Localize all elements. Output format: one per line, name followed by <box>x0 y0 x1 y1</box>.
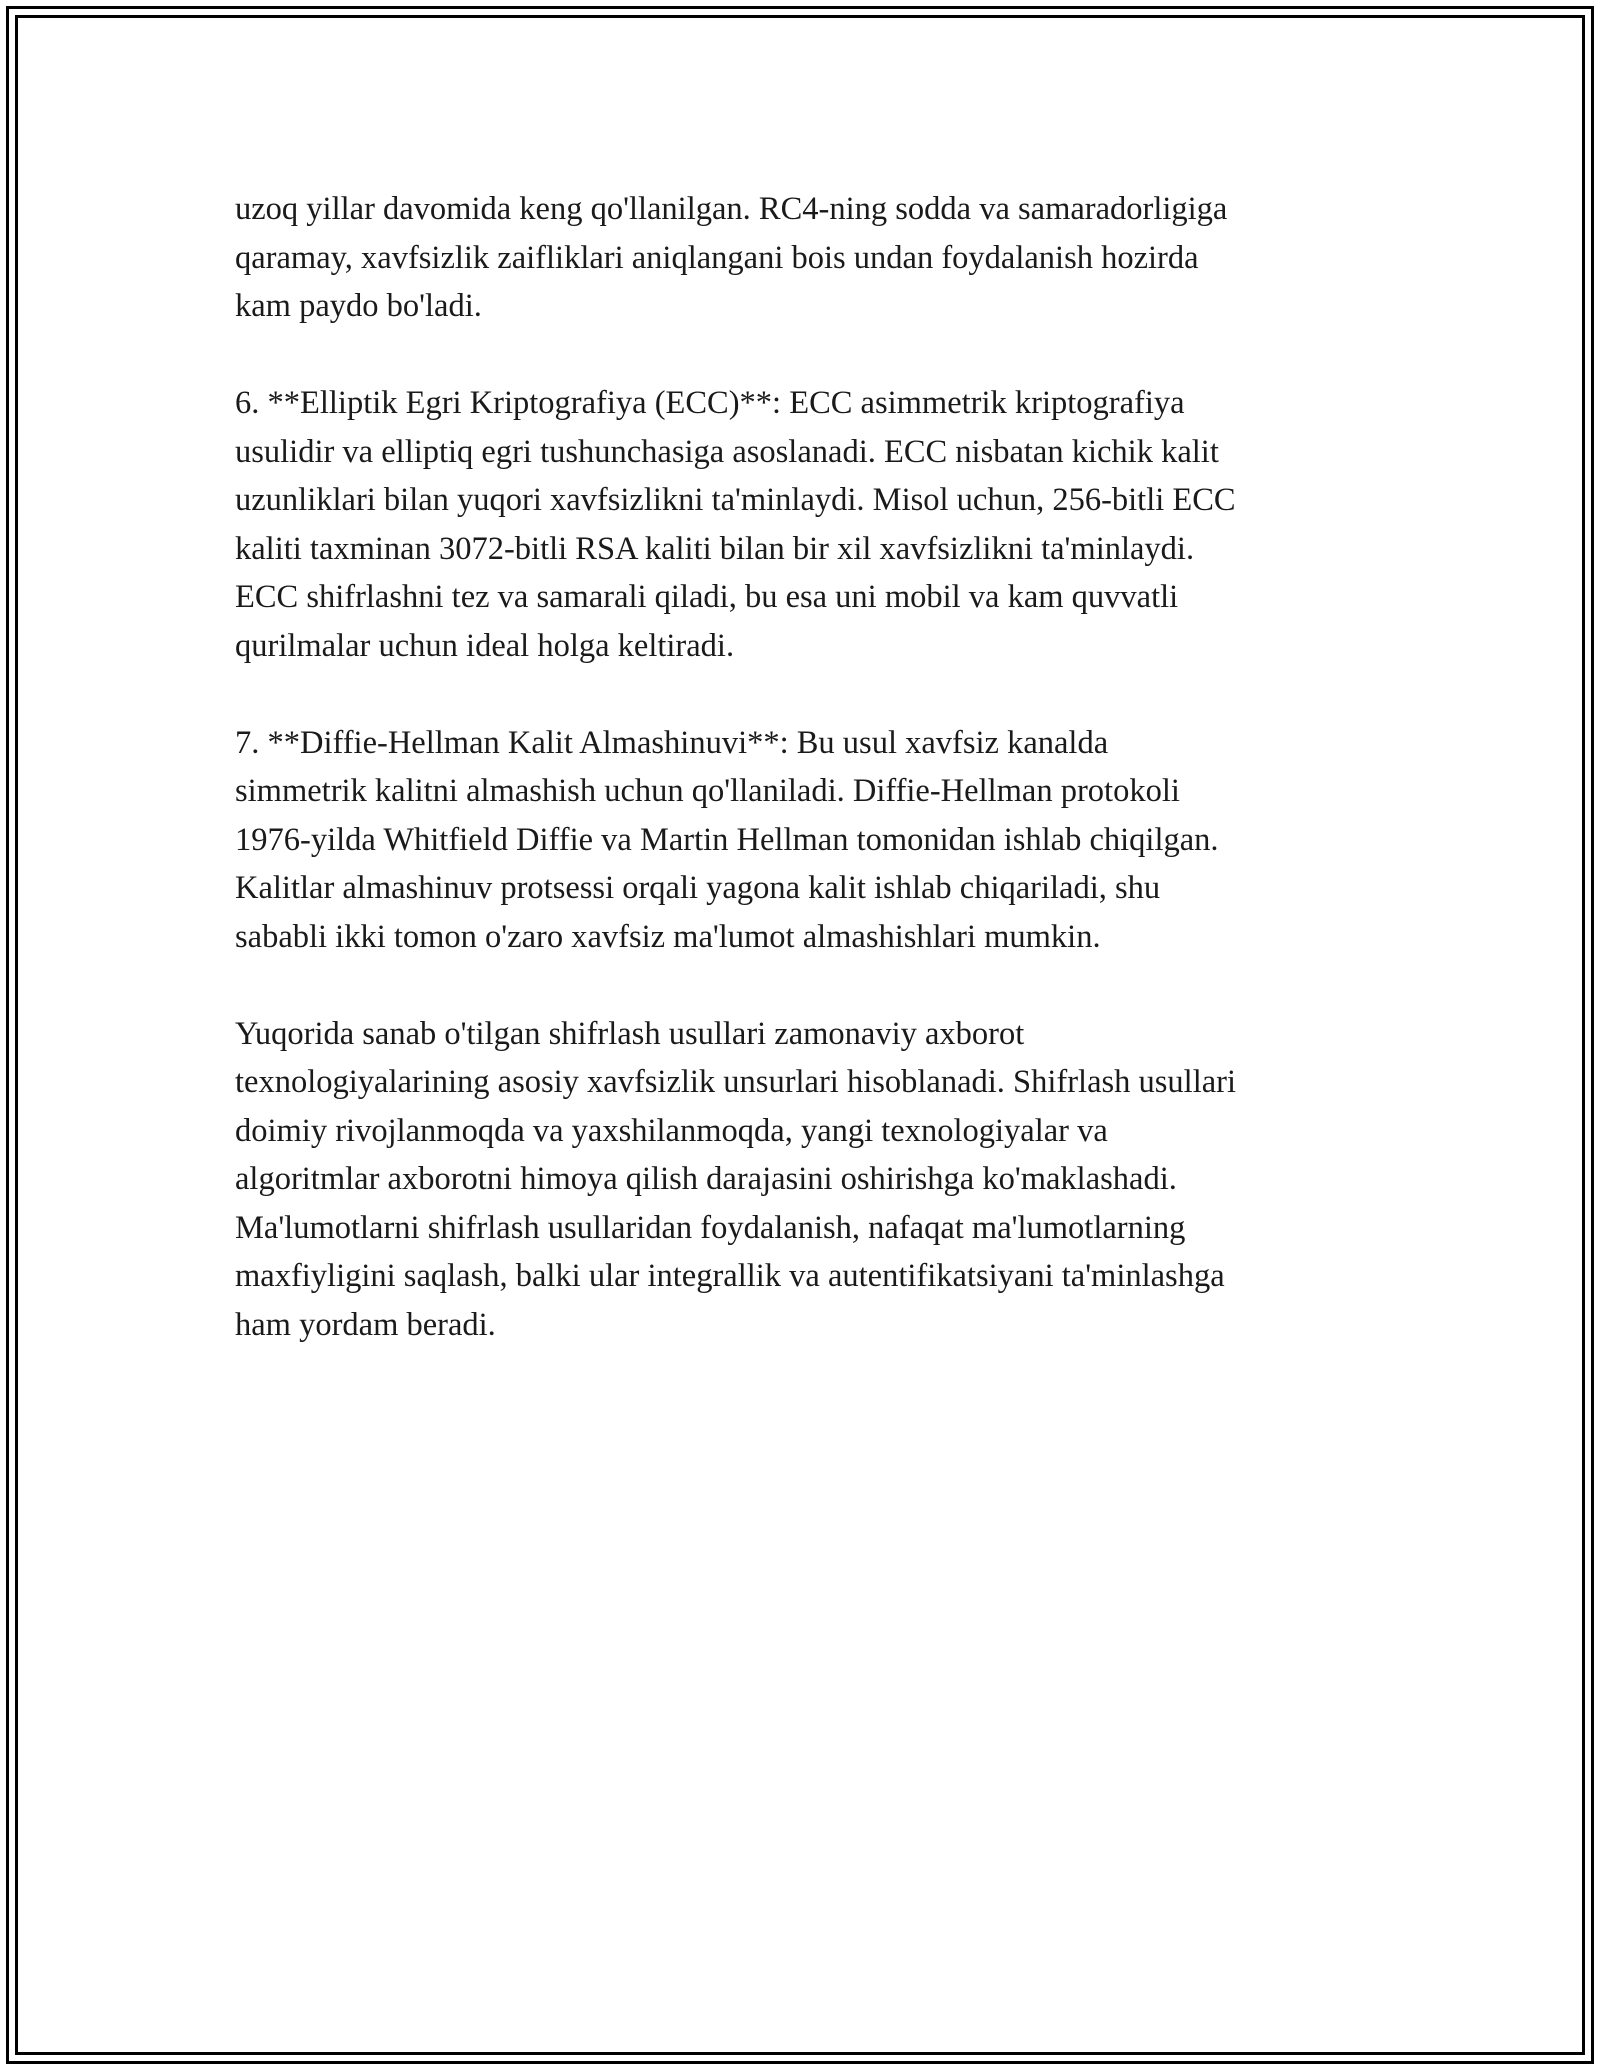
text-line: simmetrik kalitni almashish uchun qo'llaniladi. Diffie-Hellman protokoli <box>235 773 1180 809</box>
paragraph-rc4-continuation <box>235 185 1385 331</box>
text-line: qurilmalar uchun ideal holga keltiradi. <box>235 627 735 664</box>
text-line: kam paydo bo'ladi. <box>235 288 482 324</box>
text-line: kaliti taxminan 3072-bitli RSA kaliti bilan bir xil xavfsizlikni ta'minlaydi. <box>235 530 1195 567</box>
text-line: maxfiyligini saqlash, balki ular integrallik va autentifikatsiyani ta'minlashga <box>235 1258 1225 1294</box>
text-line: qaramay, xavfsizlik zaifliklari aniqlangani bois undan foydalanish hozirda <box>235 239 1199 276</box>
text-line: doimiy rivojlanmoqda va yaxshilanmoqda, yangi texnologiyalar va <box>235 1112 1108 1149</box>
text-line: 1976-yilda Whitfield Diffie va Martin Hellman tomonidan ishlab chiqilgan. <box>235 821 1219 858</box>
text-line: texnologiyalarining asosiy xavfsizlik unsurlari hisoblanadi. Shifrlash usullari <box>235 1064 1237 1100</box>
text-line: 7. **Diffie-Hellman Kalit Almashinuvi**: Bu usul xavfsiz kanalda <box>235 724 1109 761</box>
text-line: uzoq yillar davomida keng qo'llanilgan. RC4-ning sodda va samaradorligiga <box>235 191 1228 227</box>
text-line: algoritmlar axborotni himoya qilish darajasini oshirishga ko'maklashadi. <box>235 1161 1177 1197</box>
paragraph-diffie-hellman <box>235 719 1385 962</box>
text-line: ham yordam beradi. <box>235 1306 496 1343</box>
text-line: Kalitlar almashinuv protsessi orqali yagona kalit ishlab chiqariladi, shu <box>235 870 1161 906</box>
text-line: uzunliklari bilan yuqori xavfsizlikni ta'minlaydi. Misol uchun, 256-bitli ECC <box>235 482 1236 518</box>
text-line: usulidir va elliptiq egri tushunchasiga asoslanadi. ECC nisbatan kichik kalit <box>235 433 1219 470</box>
paragraph-ecc <box>235 379 1385 670</box>
text-line: Yuqorida sanab o'tilgan shifrlash usullari zamonaviy axborot <box>235 1015 1025 1052</box>
paragraph-conclusion <box>235 1010 1385 1350</box>
text-line: ECC shifrlashni tez va samarali qiladi, bu esa uni mobil va kam quvvatli <box>235 579 1179 615</box>
text-line: Ma'lumotlarni shifrlash usullaridan foydalanish, nafaqat ma'lumotlarning <box>235 1209 1186 1246</box>
document-body <box>235 185 1385 1349</box>
text-line: 6. **Elliptik Egri Kriptografiya (ECC)**: ECC asimmetrik kriptografiya <box>235 385 1185 421</box>
text-line: sababli ikki tomon o'zaro xavfsiz ma'lumot almashishlari mumkin. <box>235 918 1101 955</box>
